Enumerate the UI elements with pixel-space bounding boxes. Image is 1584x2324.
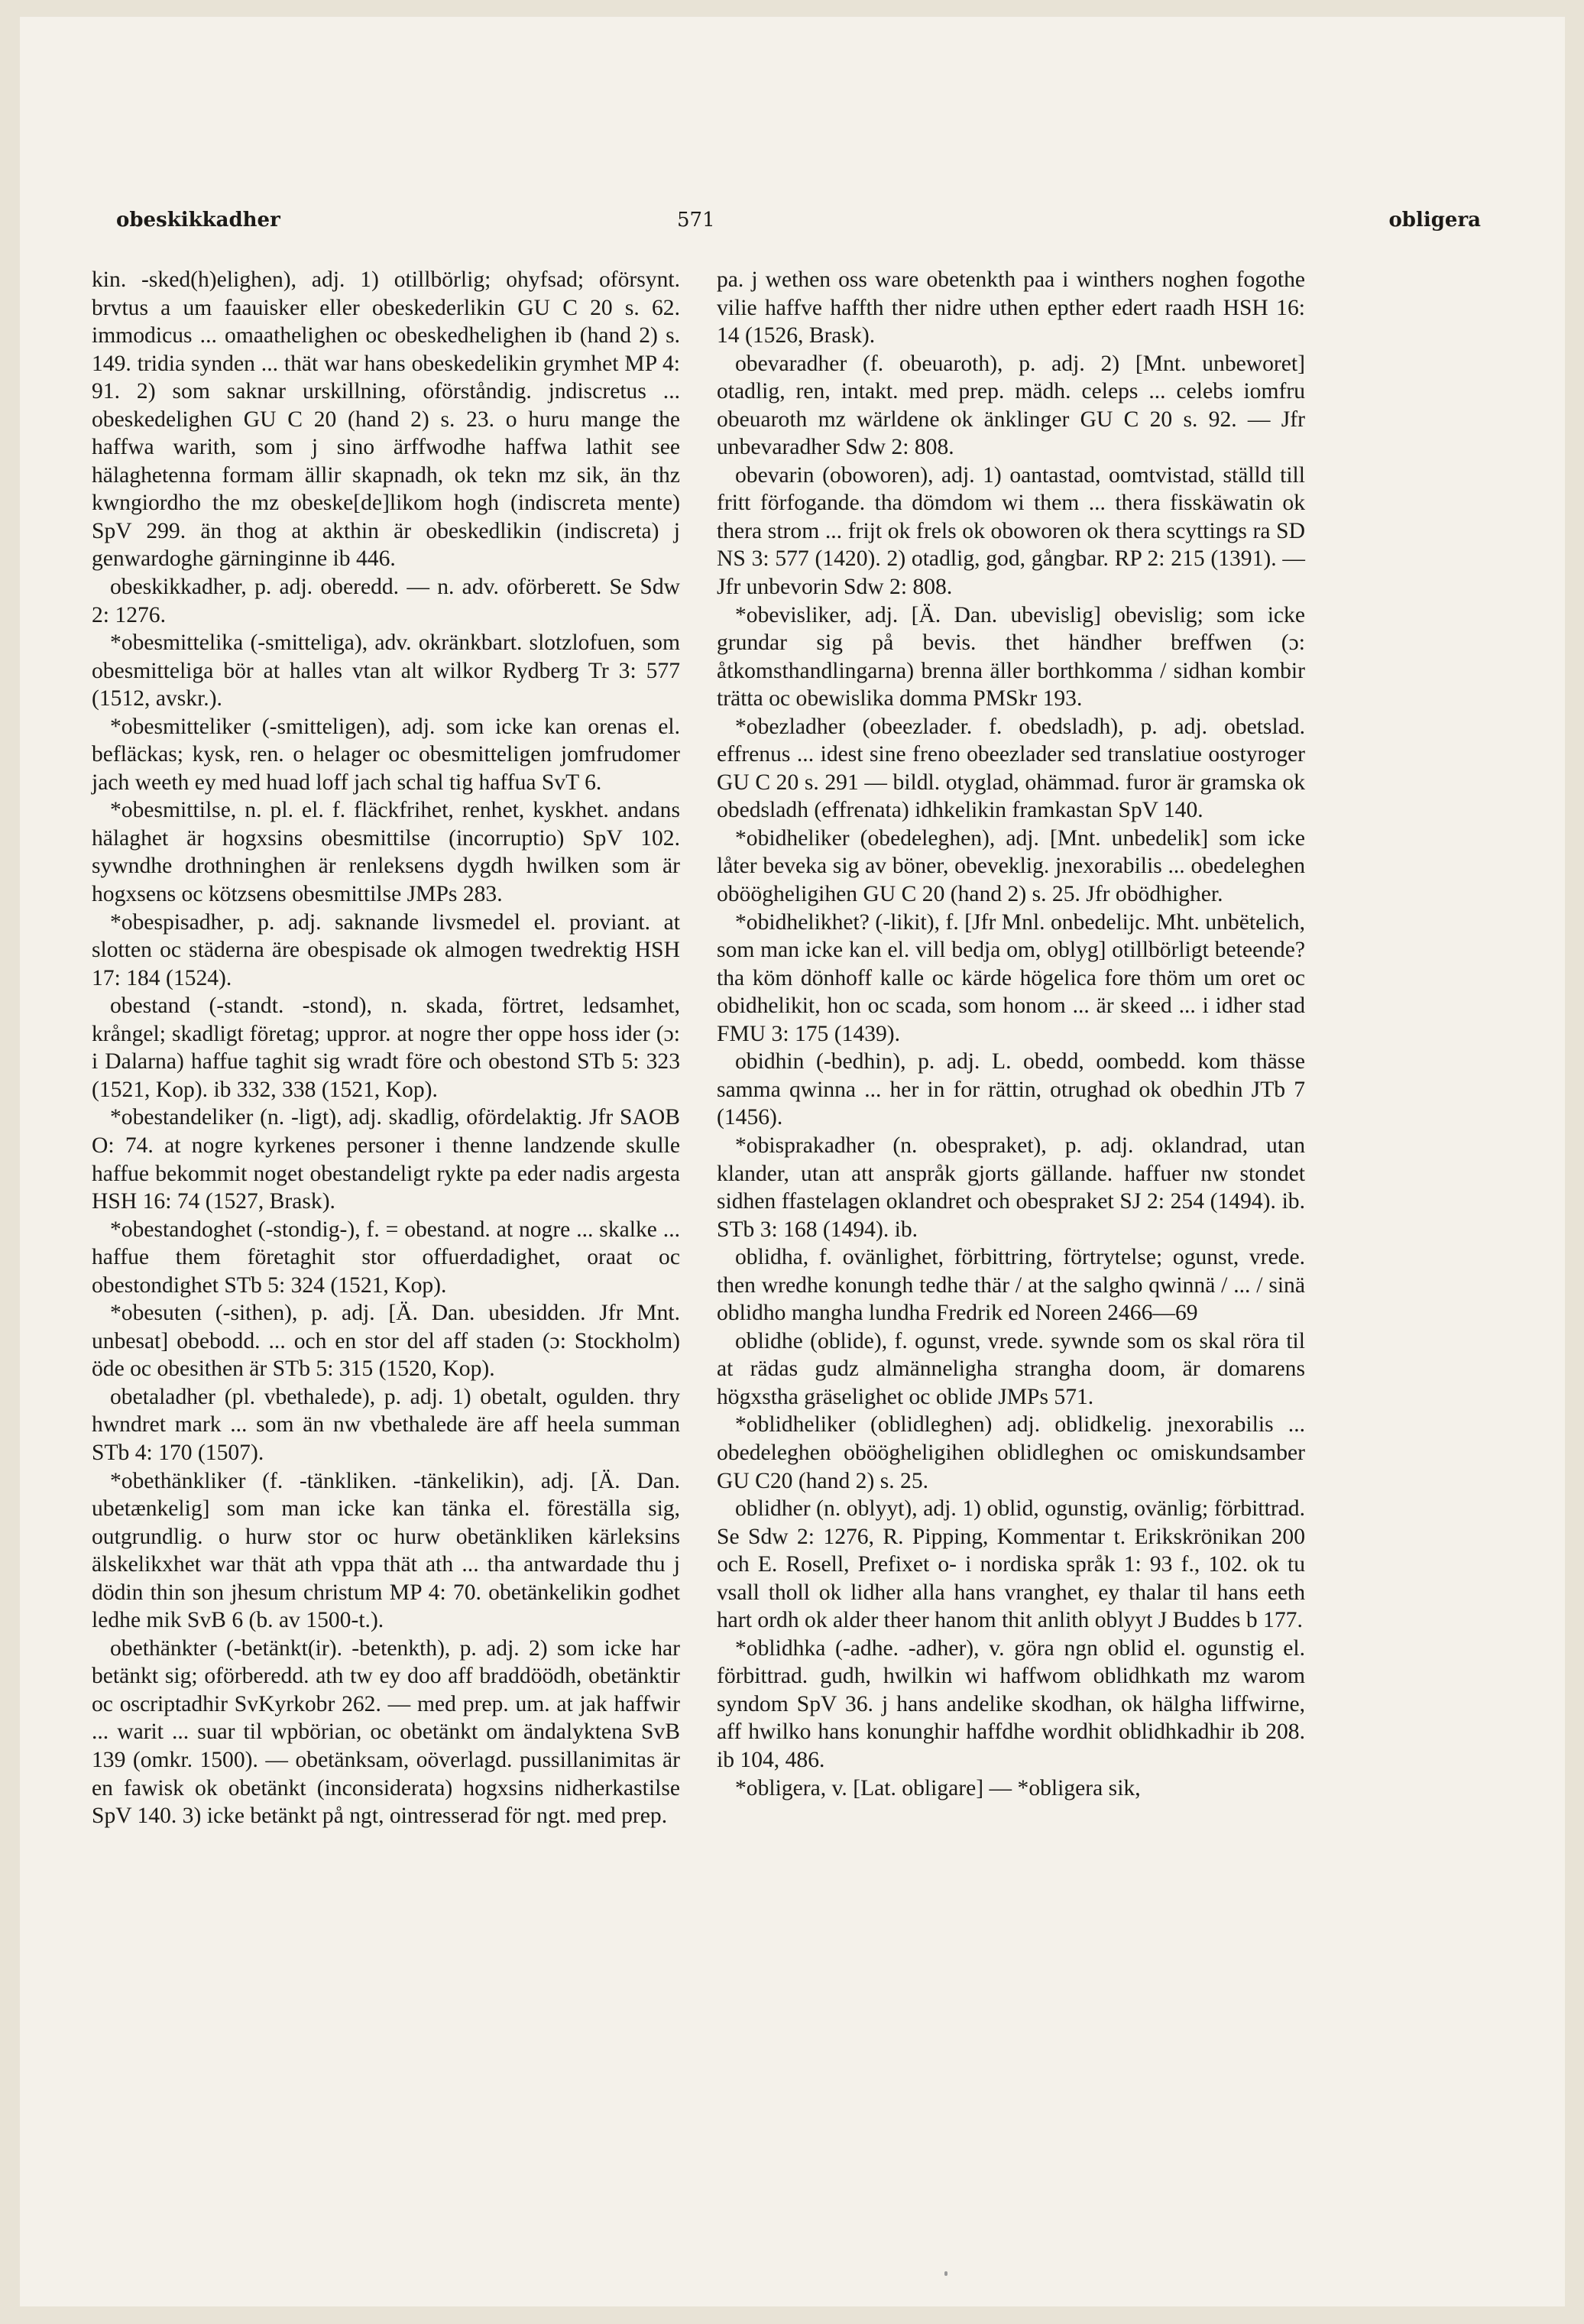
dictionary-entry: pa. j wethen oss ware obetenkth paa i winthers noghen fogothe vilie haffve haffth ther nidre uthen epther edert raadh HSH 16: 14 (1526, Brask). xyxy=(717,267,1305,348)
dictionary-entry: *oblidheliker (oblidleghen) adj. oblidkelig. jnexorabilis ... obedeleghen oböögheligihen oblidleghen oc omiskundsamber GU C20 (hand 2) s. 25. xyxy=(717,1412,1305,1493)
header-right-guide-word: obligera xyxy=(1388,209,1481,232)
paper-speck xyxy=(944,2271,947,2276)
dictionary-entry: *obidheliker (obedeleghen), adj. [Mnt. unbedelik] som icke låter beveka sig av böner, obeveklig. jnexorabilis ... obedeleghen oböögheligihen GU C 20 (hand 2) s. 25. Jfr obödhigher. xyxy=(717,825,1305,907)
dictionary-entry: oblidha, f. ovänlighet, förbittring, förtrytelse; ogunst, vrede. then wredhe konungh tedhe thär / at the salgho qwinnä / ... / sinä oblidho mangha lundha Fredrik ed Noreen 2466—69 xyxy=(717,1245,1305,1326)
dictionary-entry: obeskikkadher, p. adj. oberedd. — n. adv. oförberett. Se Sdw 2: 1276. xyxy=(92,575,680,627)
page-number: 571 xyxy=(677,209,715,232)
dictionary-entry: *oblidhka (-adhe. -adher), v. göra ngn oblid el. ogunstig el. förbittrad. gudh, hwilkin wi haffwom oblidhkath mz warom syndom SpV 36. j hans andelike skodhan, ok hälgha liffwirne, aff hwilko hans konunghir haffdhe wordhit oblidhkadhir ib 208. ib 104, 486. xyxy=(717,1635,1305,1772)
running-header xyxy=(20,209,1565,239)
dictionary-entry: *obethänkliker (f. -tänkliken. -tänkelikin), adj. [Ä. Dan. ubetænkelig] som man icke kan tänka el. föreställa sig, outgrundlig. o hurw stor oc hurw obetänkliken kärleksins älskelikxhet war thät ath vppa thät ath ... tha antwardade thu j dödin thin son jhesum christum MP 4: 70. obetänkelikin godhet ledhe mik SvB 6 (b. av 1500-t.). xyxy=(92,1468,680,1633)
dictionary-entry: oblidher (n. oblyyt), adj. 1) oblid, ogunstig, ovänlig; förbittrad. Se Sdw 2: 1276, R. Pipping, Kommentar t. Erikskrönikan 200 och E. Rosell, Prefixet o- i nordiska språk 1: 93 f., 102. ok tu vsall tholl ok lidher alla hans vranghet, ey thalar til hans eeth hart ordh ok alder theer hanom thit anlith oblyyt J Buddes b 177. xyxy=(717,1496,1305,1633)
right-column xyxy=(717,266,1305,1802)
dictionary-entry: *obespisadher, p. adj. saknande livsmedel el. proviant. at slotten oc städerna äre obespisade ok almogen twedrektig HSH 17: 184 (1524). xyxy=(92,909,680,990)
dictionary-entry: *obligera, v. [Lat. obligare] — *obligera sik, xyxy=(735,1775,1141,1801)
dictionary-entry: *obevisliker, adj. [Ä. Dan. ubevislig] obevislig; som icke grundar sig på bevis. thet händher breffwen (ɔ: åtkomsthandlingarna) brenna äller borthkomma / sidhan kombir trätta oc obewislika domma PMSkr 193. xyxy=(717,602,1305,711)
dictionary-entry: *obestandoghet (-stondig-), f. = obestand. at nogre ... skalke ... haffue them företaghit stor offuerdadighet, oraat oc obestondighet STb 5: 324 (1521, Kop). xyxy=(92,1217,680,1298)
dictionary-entry: *obestandeliker (n. -ligt), adj. skadlig, ofördelaktig. Jfr SAOB O: 74. at nogre kyrkenes personer i thenne landzende skulle haffue bekommit noget obestandeligt rykte pa eder nadis argesta HSH 16: 74 (1527, Brask). xyxy=(92,1105,680,1214)
header-left-guide-word: obeskikkadher xyxy=(116,209,280,232)
dictionary-entry: obetaladher (pl. vbethalede), p. adj. 1) obetalt, ogulden. thry hwndret mark ... som än nw vbethalede äre aff heela summan STb 4: 170 (1507). xyxy=(92,1384,680,1465)
dictionary-entry: oblidhe (oblide), f. ogunst, vrede. sywnde som os skal röra til at rädas gudz almänneligha strangha doom, är domarens högxstha gräselighet oc oblide JMPs 571. xyxy=(717,1328,1305,1409)
dictionary-entry: *obesmitteliker (-smitteligen), adj. som icke kan orenas el. befläckas; kysk, ren. o helager oc obesmitteligen jomfrudomer jach weeth ey med huad loff jach schal tig haffua SvT 6. xyxy=(92,714,680,795)
dictionary-entry: *obesuten (-sithen), p. adj. [Ä. Dan. ubesidden. Jfr Mnt. unbesat] obebodd. ... och en stor del aff staden (ɔ: Stockholm) öde oc obesithen är STb 5: 315 (1520, Kop). xyxy=(92,1301,680,1382)
dictionary-entry: *obisprakadher (n. obespraket), p. adj. oklandrad, utan klander, utan att anspråk gjorts gällande. haffuer nw stondet sidhen ffastelagen oklandret och obespraket SJ 2: 254 (1494). ib. STb 3: 168 (1494). ib. xyxy=(717,1133,1305,1242)
dictionary-entry: obevaradher (f. obeuaroth), p. adj. 2) [Mnt. unbeworet] otadlig, ren, intakt. med prep. mädh. celeps ... celebs iomfru obeuaroth mz wärldene ok änklinger GU C 20 s. 92. — Jfr unbevaradher Sdw 2: 808. xyxy=(717,351,1305,460)
dictionary-entry: obidhin (-bedhin), p. adj. L. obedd, oombedd. kom thässe samma qwinna ... her in for rättin, otrughad ok obedhin JTb 7 (1456). xyxy=(717,1049,1305,1130)
dictionary-entry: obevarin (oboworen), adj. 1) oantastad, oomtvistad, ställd till fritt förfogande. tha dömdom wi them ... thera fisskäwatin ok thera strom ... frijt ok frels ok oboworen ok thera scyttings ra SD NS 3: 577 (1420). 2) otadlig, god, gångbar. RP 2: 215 (1391). — Jfr unbevorin Sdw 2: 808. xyxy=(717,462,1305,600)
dictionary-entry: obestand (-standt. -stond), n. skada, förtret, ledsamhet, krångel; skadligt företag; uppror. at nogre ther oppe hoss ider (ɔ: i Dalarna) haffue taghit sig wradt före och obestond STb 5: 323 (1521, Kop). ib 332, 338 (1521, Kop). xyxy=(92,993,680,1102)
dictionary-entry: obethänkter (-betänkt(ir). -betenkth), p. adj. 2) som icke har betänkt sig; oförberedd. ath tw ey doo aff braddöödh, obetänktir oc oscriptadhir SvKyrkobr 262. — med prep. um. at jak haffwir ... warit ... suar til wpbörian, oc obetänkt om ändalyktena SvB 139 (omkr. 1500). — obetänksam, oöverlagd. pussillanimitas är en fawisk ok obetänkt (inconsiderata) hogxsins nidherkastilse SpV 140. 3) icke betänkt på ngt, ointresserad för ngt. med prep. xyxy=(92,1635,680,1829)
dictionary-page xyxy=(20,17,1565,2306)
left-column xyxy=(92,266,680,1830)
dictionary-entry: *obesmittelika (-smitteliga), adv. okränkbart. slotzlofuen, som obesmitteliga bör at halles vtan alt wilkor Rydberg Tr 3: 577 (1512, avskr.). xyxy=(92,630,680,711)
dictionary-entry: *obidhelikhet? (-likit), f. [Jfr Mnl. onbedelijc. Mht. unbëtelich, som man icke kan el. vill bedja om, oblyg] otillbörligt beteende? tha köm dönhoff kalle oc kärde högelica fore thöm um oret oc obidhelikit, hon oc scada, som honom ... är skeed ... i idher stad FMU 3: 175 (1439). xyxy=(717,909,1305,1046)
dictionary-entry: *obesmittilse, n. pl. el. f. fläckfrihet, renhet, kyskhet. andans hälaghet är hogxsins obesmittilse (incorruptio) SpV 102. sywndhe drothninghen är renleksens dygdh hwilken som är hogxsens oc kötzsens obesmittilse JMPs 283. xyxy=(92,798,680,907)
dictionary-entry: kin. -sked(h)elighen), adj. 1) otillbörlig; ohyfsad; oförsynt. brvtus a um faauisker eller obeskederlikin GU C 20 s. 62. immodicus ... omaathelighen oc obeskedhelighen ib (hand 2) s. 149. tridia synden ... thät war hans obeskedelikin grymhet MP 4: 91. 2) som saknar urskillning, oförståndig. jndiscretus ... obeskedelighen GU C 20 (hand 2) s. 23. o huru mange the haffwa warith, som j sino ärffwodhe haffwa lathit see hälaghetenna formam ällir skapnadh, ok tekn mz sik, än thz kwngiordho the mz obeske[de]likom hogh (indiscreta mente) SpV 299. än thog at akthin är obeskedlikin (indiscreta) j genwardoghe gärninginne ib 446. xyxy=(92,267,680,572)
dictionary-entry: *obezladher (obeezlader. f. obedsladh), p. adj. obetslad. effrenus ... idest sine freno obeezlader sed translatiue oostyroger GU C 20 s. 291 — bildl. otyglad, ohämmad. furor är gramska ok obedsladh (effrenata) idhkelikin framkastan SpV 140. xyxy=(717,714,1305,823)
